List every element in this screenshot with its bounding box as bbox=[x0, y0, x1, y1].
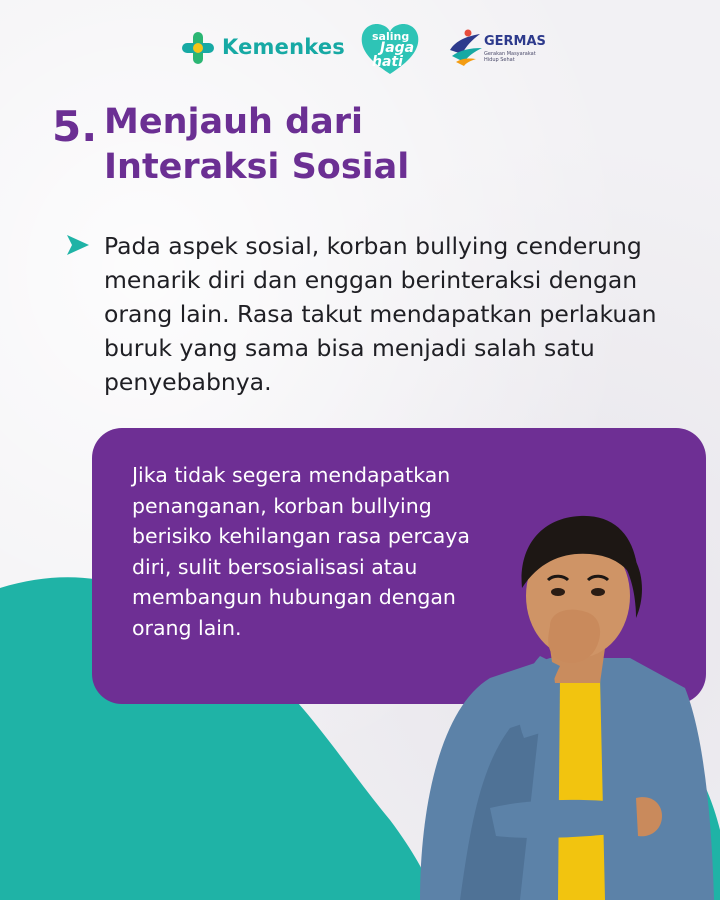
heart-logo-line2: Jaga bbox=[380, 40, 415, 56]
header bbox=[0, 18, 720, 78]
germas-subtitle: Gerakan Masyarakat Hidup Sehat bbox=[484, 51, 536, 63]
callout-text: Jika tidak segera mendapatkan penanganan, korban bullying berisiko kehilangan rasa percaya diri, sulit bersosialisasi atau membangun hubungan dengan orang lain. bbox=[132, 463, 470, 640]
heart-logo-line1: saling bbox=[372, 30, 410, 43]
body-paragraph: Pada aspek sosial, korban bullying cenderung menarik diri dan enggan berinteraksi dengan orang lain. Rasa takut mendapatkan perlakuan buruk yang sama bisa menjadi salah satu penyebabnya. bbox=[104, 232, 657, 396]
triangle-bullet-icon bbox=[66, 234, 90, 256]
worried-man-photo bbox=[400, 508, 720, 900]
germas-logo-icon bbox=[446, 28, 486, 66]
kemenkes-logo-icon bbox=[180, 30, 216, 66]
section-title-line1: Menjauh dari bbox=[104, 102, 364, 142]
section-title bbox=[104, 100, 504, 190]
heart-logo-line3: hati bbox=[372, 54, 403, 70]
germas-label: GERMAS bbox=[484, 34, 546, 49]
kemenkes-label: Kemenkes bbox=[222, 35, 345, 59]
section-title-line2: Interaksi Sosial bbox=[104, 147, 410, 187]
section-number: 5. bbox=[52, 102, 98, 151]
